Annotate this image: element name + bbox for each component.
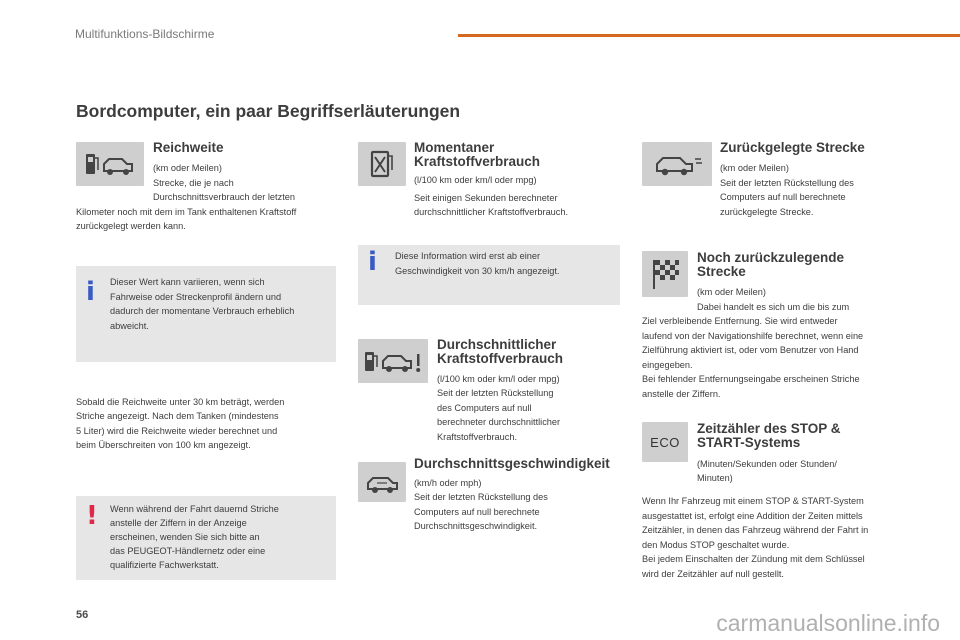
range-info-line-1: Dieser Wert kann variieren, wenn sich [110,277,265,287]
page-title: Bordcomputer, ein paar Begriffserläuterungen [76,101,461,121]
distance-remaining-line-1: (km oder Meilen) [697,287,766,297]
car-fuel-average-icon [358,339,428,383]
warning-icon: ! [86,501,98,531]
warning-line-2: anstelle der Ziffern in der Anzeige [110,518,247,528]
range-note-line-1: Sobald die Reichweite unter 30 km beträgt, werden [76,397,285,407]
checkered-flag-icon [642,251,688,297]
speedometer-car-icon [358,462,406,502]
stop-start-wide-6: wird der Zeitzähler auf null gestellt. [642,569,784,579]
stop-start-wide-4: den Modus STOP geschaltet wurde. [642,540,790,550]
consumption-info-box [358,245,620,305]
average-consumption-line-2: Seit der letzten Rückstellung [437,388,554,398]
distance-travelled-heading: Zurückgelegte Strecke [720,140,865,155]
distance-remaining-heading-1: Noch zurückzulegende [697,250,845,265]
distance-remaining-wide-3: Zielführung aktiviert ist, oder vom Benutzer von Hand [642,345,859,355]
average-speed-line-1: (km/h oder mph) [414,478,482,488]
distance-remaining-line-2: Dabei handelt es sich um die bis zum [697,302,850,312]
stop-start-line-2: Minuten) [697,473,733,483]
distance-remaining-wide-6: anstelle der Ziffern. [642,389,721,399]
average-consumption-heading-2: Kraftstoffverbrauch [437,351,564,366]
average-consumption-heading-1: Durchschnittlicher [437,337,557,352]
stop-start-heading-2: START-Systems [697,435,801,450]
range-info-line-3: dadurch der momentane Verbrauch erheblich [110,306,295,316]
chapter-accent-bar [458,34,960,37]
average-speed-heading: Durchschnittsgeschwindigkeit [414,456,610,471]
distance-travelled-line-4: zurückgelegte Strecke. [720,207,814,217]
range-note-line-3: 5 Liter) wird die Reichweite wieder berechnet und [76,426,278,436]
distance-remaining-wide-4: eingegeben. [642,360,693,370]
warning-line-5: qualifizierte Fachwerkstatt. [110,560,219,570]
current-consumption-unit: (l/100 km oder km/l oder mpg) [414,175,537,185]
stop-start-wide-1: Wenn Ihr Fahrzeug mit einem STOP & START-System [642,496,864,506]
info-icon: i [86,277,95,307]
average-consumption-line-3: des Computers auf null [437,403,532,413]
stop-start-wide-2: ausgestattet ist, erfolgt eine Addition der Zeiten mittels [642,511,863,521]
current-consumption-line-1: Seit einigen Sekunden berechneter [414,193,558,203]
car-range-icon [76,142,144,186]
stop-start-heading-1: Zeitzähler des STOP & [697,421,841,436]
range-info-box [76,266,336,362]
distance-travelled-line-1: (km oder Meilen) [720,163,789,173]
stop-start-wide-5: Bei jedem Einschalten der Zündung mit dem Schlüssel [642,554,865,564]
stop-start-wide-3: Zeitzähler, in denen das Fahrzeug während der Fahrt in [642,525,869,535]
distance-travelled-line-2: Seit der letzten Rückstellung des [720,178,854,188]
average-consumption-line-4: berechneter durchschnittlicher [437,417,561,427]
warning-line-3: erscheinen, wenden Sie sich bitte an [110,532,260,542]
distance-remaining-heading-2: Strecke [697,264,746,279]
current-consumption-heading-2: Kraftstoffverbrauch [414,154,541,169]
current-consumption-heading-1: Momentaner [414,140,495,155]
warning-line-1: Wenn während der Fahrt dauernd Striche [110,504,279,514]
stop-start-line-1: (Minuten/Sekunden oder Stunden/ [697,459,837,469]
average-speed-line-3: Computers auf null berechnete [414,507,540,517]
range-info-line-4: abweicht. [110,321,149,331]
consumption-info-line-2: Geschwindigkeit von 30 km/h angezeigt. [395,266,560,276]
eco-icon-label: ECO [650,434,680,450]
range-line-1: (km oder Meilen) [153,163,222,173]
range-line-2: Strecke, die je nach [153,178,234,188]
range-heading: Reichweite [153,140,224,155]
average-consumption-line-1: (l/100 km oder km/l oder mpg) [437,374,560,384]
range-wide-line-1: Kilometer noch mit dem im Tank enthaltenen Kraftstoff [76,207,297,217]
consumption-info-line-1: Diese Information wird erst ab einer [395,251,541,261]
range-note-line-4: beim Überschreiten von 100 km angezeigt. [76,440,251,450]
range-note-line-2: Striche angezeigt. Nach dem Tanken (mindestens [76,411,279,421]
current-consumption-line-2: durchschnittlicher Kraftstoffverbrauch. [414,207,569,217]
range-info-line-2: Fahrweise oder Streckenprofil ändern und [110,292,282,302]
distance-travelled-line-3: Computers auf null berechnete [720,192,846,202]
average-speed-line-2: Seit der letzten Rückstellung des [414,492,548,502]
chapter-title: Multifunktions-Bildschirme [75,27,215,41]
watermark: carmanualsonline.info [716,610,940,636]
eco-icon [642,422,688,462]
range-wide-line-2: zurückgelegt werden kann. [76,221,186,231]
distance-remaining-wide-5: Bei fehlender Entfernungseingabe erscheinen Striche [642,374,860,384]
distance-remaining-wide-1: Ziel verbleibende Entfernung. Sie wird entweder [642,316,838,326]
fuel-pump-icon [358,142,406,186]
warning-line-4: das PEUGEOT-Händlernetz oder eine [110,546,266,556]
average-consumption-line-5: Kraftstoffverbrauch. [437,432,518,442]
distance-remaining-wide-2: laufend von der Navigationshilfe berechnet, wenn eine [642,331,864,341]
car-distance-icon [642,142,712,186]
range-warning-box [76,496,336,580]
info-icon: i [368,247,377,277]
range-line-3: Durchschnittsverbrauch der letzten [153,192,295,202]
average-speed-line-4: Durchschnittsgeschwindigkeit. [414,521,538,531]
page-number: 56 [76,609,89,621]
